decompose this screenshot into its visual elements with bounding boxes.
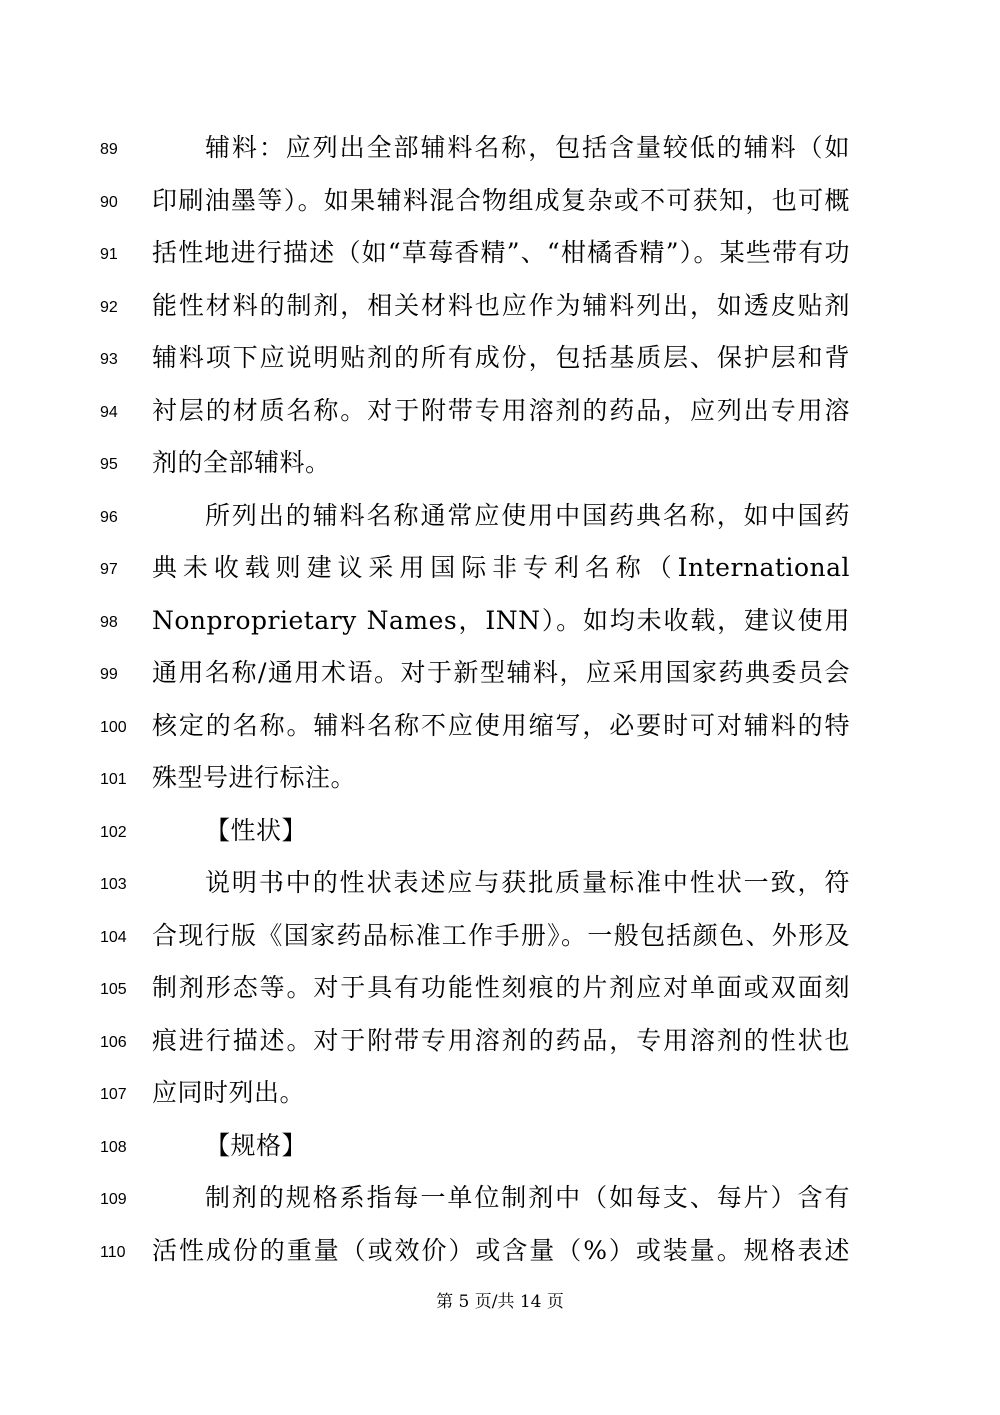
text-line — [0, 1021, 1000, 1061]
text-line — [0, 181, 1000, 221]
line-text: 印刷油墨等）。如果辅料混合物组成复杂或不可获知，也可概 — [152, 186, 850, 215]
line-text: 说明书中的性状表述应与获批质量标准中性状一致，符 — [205, 868, 850, 897]
section-heading: 【规格】 — [205, 1131, 308, 1160]
line-number: 105 — [100, 981, 127, 998]
text-line — [0, 916, 1000, 956]
line-text: 剂的全部辅料。 — [152, 448, 331, 477]
line-number: 98 — [100, 614, 118, 631]
line-number: 103 — [100, 876, 127, 893]
line-text: 括性地进行描述（如“草莓香精”、“柑橘香精”）。某些带有功 — [152, 238, 850, 267]
line-text: 核定的名称。辅料名称不应使用缩写，必要时可对辅料的特 — [152, 711, 850, 740]
section-heading-line — [0, 1126, 1000, 1166]
page-footer: 第 5 页/共 14 页 — [436, 1292, 564, 1312]
text-line — [0, 338, 1000, 378]
line-number: 100 — [100, 719, 127, 736]
text-line — [0, 758, 1000, 798]
line-text: 所列出的辅料名称通常应使用中国药典名称，如中国药 — [205, 501, 850, 530]
line-number: 96 — [100, 509, 118, 526]
text-line — [0, 496, 1000, 536]
line-number: 99 — [100, 666, 118, 683]
text-line — [0, 128, 1000, 168]
text-line — [0, 601, 1000, 641]
text-line — [0, 706, 1000, 746]
line-number: 110 — [100, 1244, 126, 1261]
line-number: 92 — [100, 299, 118, 316]
text-line — [0, 233, 1000, 273]
line-text: 应同时列出。 — [152, 1078, 306, 1107]
line-number: 101 — [100, 771, 127, 788]
text-line — [0, 1231, 1000, 1271]
text-line — [0, 653, 1000, 693]
line-text: 衬层的材质名称。对于附带专用溶剂的药品，应列出专用溶 — [152, 396, 850, 425]
text-line — [0, 548, 1000, 588]
line-text: 殊型号进行标注。 — [152, 763, 357, 792]
line-text: 制剂的规格系指每一单位制剂中（如每支、每片）含有 — [205, 1183, 850, 1212]
line-number: 90 — [100, 194, 118, 211]
line-text: 典未收载则建议采用国际非专利名称（International — [152, 553, 850, 582]
text-line — [0, 863, 1000, 903]
line-text: 辅料项下应说明贴剂的所有成份，包括基质层、保护层和背 — [152, 343, 850, 372]
line-text: Nonproprietary Names，INN）。如均未收载，建议使用 — [152, 606, 850, 635]
line-number: 106 — [100, 1034, 127, 1051]
line-number: 102 — [100, 824, 127, 841]
line-number: 95 — [100, 456, 118, 473]
text-line — [0, 968, 1000, 1008]
line-text: 辅料：应列出全部辅料名称，包括含量较低的辅料（如 — [205, 133, 850, 162]
line-text: 能性材料的制剂，相关材料也应作为辅料列出，如透皮贴剂 — [152, 291, 850, 320]
text-line — [0, 443, 1000, 483]
text-line — [0, 1073, 1000, 1113]
text-line — [0, 391, 1000, 431]
line-text: 合现行版《国家药品标准工作手册》。一般包括颜色、外形及 — [152, 921, 850, 950]
section-heading: 【性状】 — [205, 816, 308, 845]
line-number: 109 — [100, 1191, 127, 1208]
line-number: 91 — [100, 246, 118, 263]
line-number: 107 — [100, 1086, 127, 1103]
line-number: 104 — [100, 929, 127, 946]
line-number: 97 — [100, 561, 118, 578]
line-number: 89 — [100, 141, 118, 158]
line-number: 108 — [100, 1139, 127, 1156]
text-line — [0, 1178, 1000, 1218]
line-text: 通用名称/通用术语。对于新型辅料，应采用国家药典委员会 — [152, 658, 850, 687]
text-line — [0, 286, 1000, 326]
line-number: 93 — [100, 351, 118, 368]
section-heading-line — [0, 811, 1000, 851]
line-text: 痕进行描述。对于附带专用溶剂的药品，专用溶剂的性状也 — [152, 1026, 850, 1055]
line-number: 94 — [100, 404, 118, 421]
line-text: 活性成份的重量（或效价）或含量（%）或装量。规格表述 — [152, 1236, 850, 1265]
line-text: 制剂形态等。对于具有功能性刻痕的片剂应对单面或双面刻 — [152, 973, 850, 1002]
